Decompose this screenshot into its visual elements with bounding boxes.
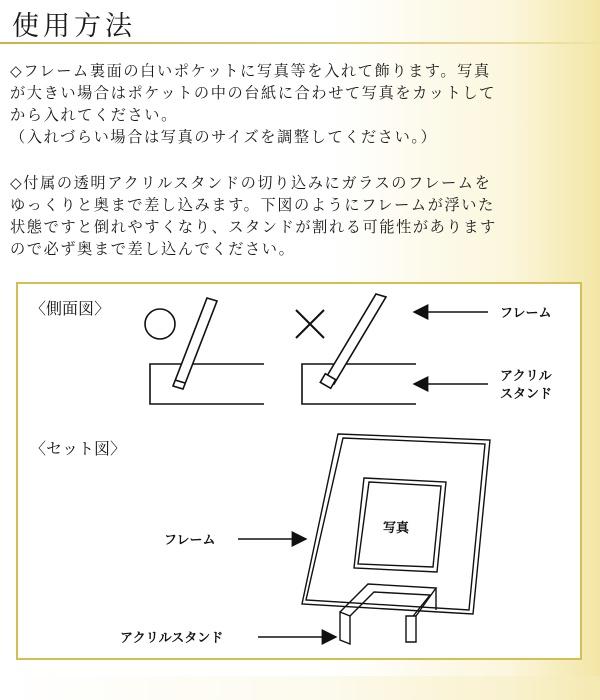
- set-acrylic-stand-diagram: [340, 584, 436, 644]
- wrong-stand-diagram: [302, 294, 416, 404]
- label-acrylic-line-1: アクリル: [500, 369, 552, 384]
- paragraph-2-line-3: 状態ですと倒れやすくなり、スタンドが割れる可能性があります: [10, 218, 497, 236]
- paragraph-2-line-4: ので必ず奥まで差し込んでください。: [10, 240, 296, 258]
- correct-mark-icon: [145, 309, 175, 339]
- bottom-band: [0, 676, 600, 700]
- label-photo: 写真: [383, 521, 410, 536]
- paragraph-1-line-1: ◇フレーム裏面の白いポケットに写真等を入れて飾ります。写真: [10, 62, 491, 80]
- label-frame-set: フレーム: [164, 533, 216, 548]
- paragraph-2-line-1: ◇付属の透明アクリルスタンドの切り込みにガラスのフレームを: [10, 174, 492, 192]
- figure-illustration: [18, 284, 584, 662]
- instruction-paragraph-2: [10, 172, 590, 260]
- correct-stand-diagram: [150, 298, 264, 404]
- paragraph-1-line-3: から入れてください。: [10, 106, 178, 124]
- paragraph-2-line-2: ゆっくりと奥まで差し込みます。下図のようにフレームが浮いた: [10, 196, 495, 214]
- paragraph-1-line-4: （入れづらい場合は写真のサイズを調整してください。）: [10, 128, 438, 146]
- paragraph-1-line-2: が大きい場合はポケットの中の台紙に合わせて写真をカットして: [10, 84, 496, 102]
- label-acrylic-line-2: スタンド: [500, 387, 553, 402]
- set-view-label: 〈セット図〉: [30, 439, 127, 458]
- title-divider: [0, 42, 600, 44]
- page-title: 使用方法: [12, 11, 136, 42]
- instruction-paragraph-1: [10, 60, 590, 148]
- label-frame-side: フレーム: [500, 306, 552, 321]
- side-view-label: 〈側面図〉: [30, 299, 111, 318]
- label-acrylic-stand: アクリルスタンド: [120, 631, 224, 646]
- wrong-mark-icon: [296, 310, 324, 338]
- instruction-figure: [16, 282, 582, 660]
